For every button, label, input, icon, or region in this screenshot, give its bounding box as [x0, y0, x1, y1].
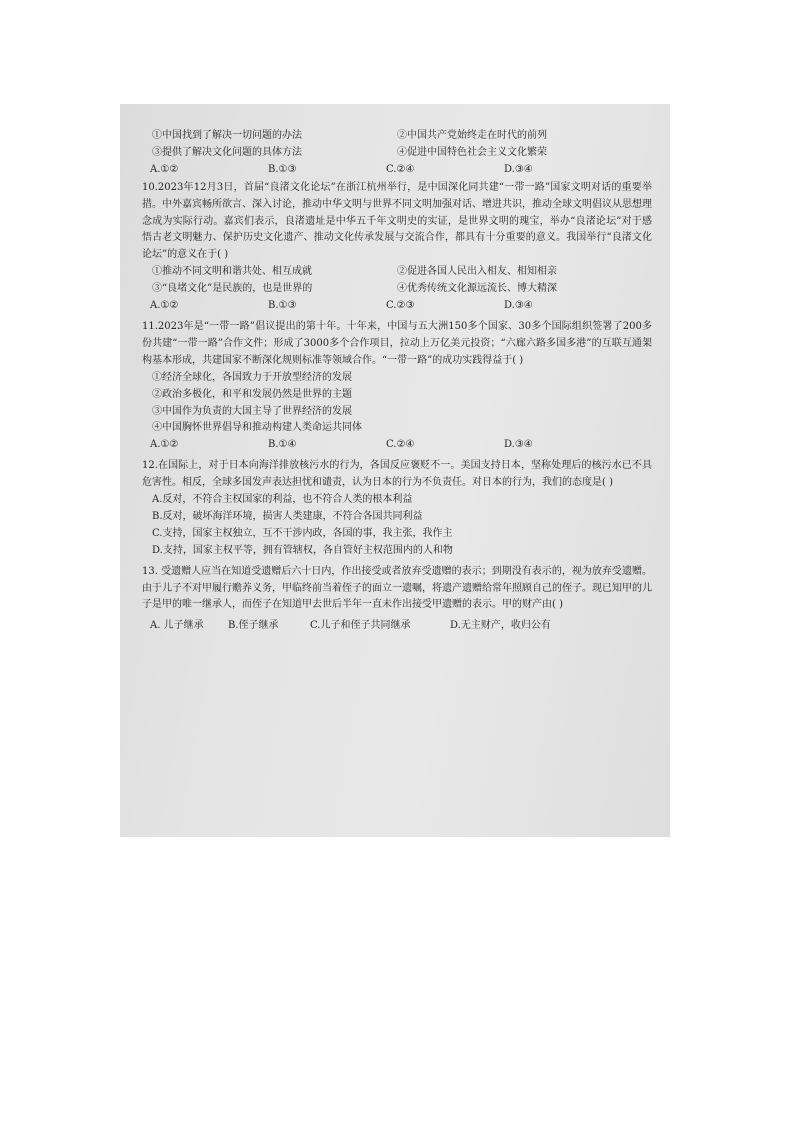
q10-choice-c: C.②③	[386, 300, 415, 312]
q10-choice-d: D.③④	[504, 300, 533, 312]
q10-statement-1: ①推动不同文明和谐共处、相互成就	[152, 266, 312, 278]
q11-stem: 11.2023年是“一带一路”倡议提出的第十年。十年来，中国与五大洲150多个国家、30多个国际组织签署了200多份共建“一带一路”合作文件；形成了3000多个合作项目，拉动上万亿美元投资；“六廊六路多国多港”的互联互通架构基本形成，共建国家不断深化规则标准等领域合作。“一带一路”的成功实践得益于( )	[142, 320, 652, 366]
q13-choices	[142, 618, 652, 635]
q11-statement-1: ①经济全球化，各国致力于开放型经济的发展	[152, 371, 352, 383]
q12-choice-a: A.反对，不符合主权国家的利益，也不符合人类的根本利益	[152, 494, 413, 506]
q11-statement-4: ④中国胸怀世界倡导和推动构建人类命运共同体	[152, 422, 362, 434]
q13-choice-d: D.无主财产，收归公有	[450, 620, 551, 632]
exam-sheet	[142, 128, 652, 635]
q13-choice-a: A. 儿子继承	[150, 620, 204, 632]
q10-choice-a: A.①②	[150, 300, 179, 312]
q11-choices	[142, 437, 652, 454]
q10-statements-row-1	[142, 264, 652, 281]
q9-statements-row-1	[142, 128, 652, 145]
q13-choice-b: B.侄子继承	[228, 620, 279, 632]
q10-statements-row-2	[142, 281, 652, 298]
q13-choice-c: C.儿子和侄子共同继承	[310, 620, 411, 632]
q12-choice-d: D.支持，国家主权平等，拥有管辖权，各自管好主权范围内的人和物	[152, 544, 453, 556]
q10-statement-4: ④优秀传统文化源远流长、博大精深	[397, 283, 557, 295]
q12-stem: 12.在国际上，对于日本向海洋排放核污水的行为，各国反应褒贬不一。美国支持日本，坚称处理后的核污水已不具危害性。相反，全球多国发声表达担忧和谴责，认为日本的行为不负责任。对日本的行为，我们的态度是( )	[142, 460, 652, 489]
q9-statement-3: ③提供了解决文化问题的具体方法	[152, 146, 302, 158]
q11-choice-c: C.②④	[386, 439, 415, 451]
q9-statement-1: ①中国找到了解决一切问题的办法	[152, 130, 302, 141]
q13-stem: 13. 受遗赠人应当在知道受遗赠后六十日内，作出接受或者放弃受遗赠的表示；到期没有表示的，视为放弃受遗赠。由于儿子不对甲履行赡养义务，甲临终前当着侄子的面立一遗嘱，将遗产遗赠给常年照顾自己的侄子。现已知甲的儿子是甲的唯一继承人，而侄子在知道甲去世后半年一直未作出接受甲遗赠的表示。甲的财产由( )	[142, 565, 652, 611]
q11-choice-b: B.①④	[268, 439, 297, 451]
q11-statement-3: ③中国作为负责的大国主导了世界经济的发展	[152, 405, 352, 417]
q11-choice-d: D.③④	[504, 439, 533, 451]
q10-choice-b: B.①③	[268, 300, 297, 312]
q9-choice-c: C.②④	[386, 163, 415, 175]
q9-statement-4: ④促进中国特色社会主义文化繁荣	[397, 146, 547, 158]
q11-statement-2: ②政治多极化，和平和发展仍然是世界的主题	[152, 388, 352, 400]
q12-choice-c: C.支持，国家主权独立，互不干涉内政，各国的事，我主张，我作主	[152, 527, 453, 539]
q12-choice-b: B.反对，破坏海洋环境，损害人类建康，不符合各国共同利益	[152, 510, 423, 522]
q9-choice-b: B.①③	[268, 163, 297, 175]
q11-choice-a: A.①②	[150, 439, 179, 451]
q10-statement-2: ②促进各国人民出入相友、相知相亲	[397, 266, 557, 278]
photographed-exam-page	[120, 104, 670, 837]
q9-choice-a: A.①②	[150, 163, 179, 175]
q9-choice-d: D.③④	[504, 163, 533, 175]
q10-statement-3: ③“良堵文化”是民族的，也是世界的	[152, 283, 313, 295]
q10-choices	[142, 298, 652, 315]
q9-statements-row-2	[142, 145, 652, 162]
q9-choices	[142, 162, 652, 179]
q10-stem: 10.2023年12月3日，首届“良渚文化论坛”在浙江杭州举行，是中国深化同共建“一带一路”国家文明对话的重要举措。中外嘉宾畅所欲言、深入讨论，推动中华文明与世界不同文明加强对话、增进共识，推动全球文明倡议从思想理念成为实际行动。嘉宾们表示，良渚遗址是中华五千年文明史的实证，是世界文明的瑰宝，举办“良渚论坛”对于感悟古老文明魅力、保护历史文化遗产、推动文化传承发展与交流合作，都具有十分重要的意义。我国举行“良渚文化论坛”的意义在于( )	[142, 181, 652, 261]
q9-statement-2: ②中国共产党始终走在时代的前列	[397, 130, 547, 141]
